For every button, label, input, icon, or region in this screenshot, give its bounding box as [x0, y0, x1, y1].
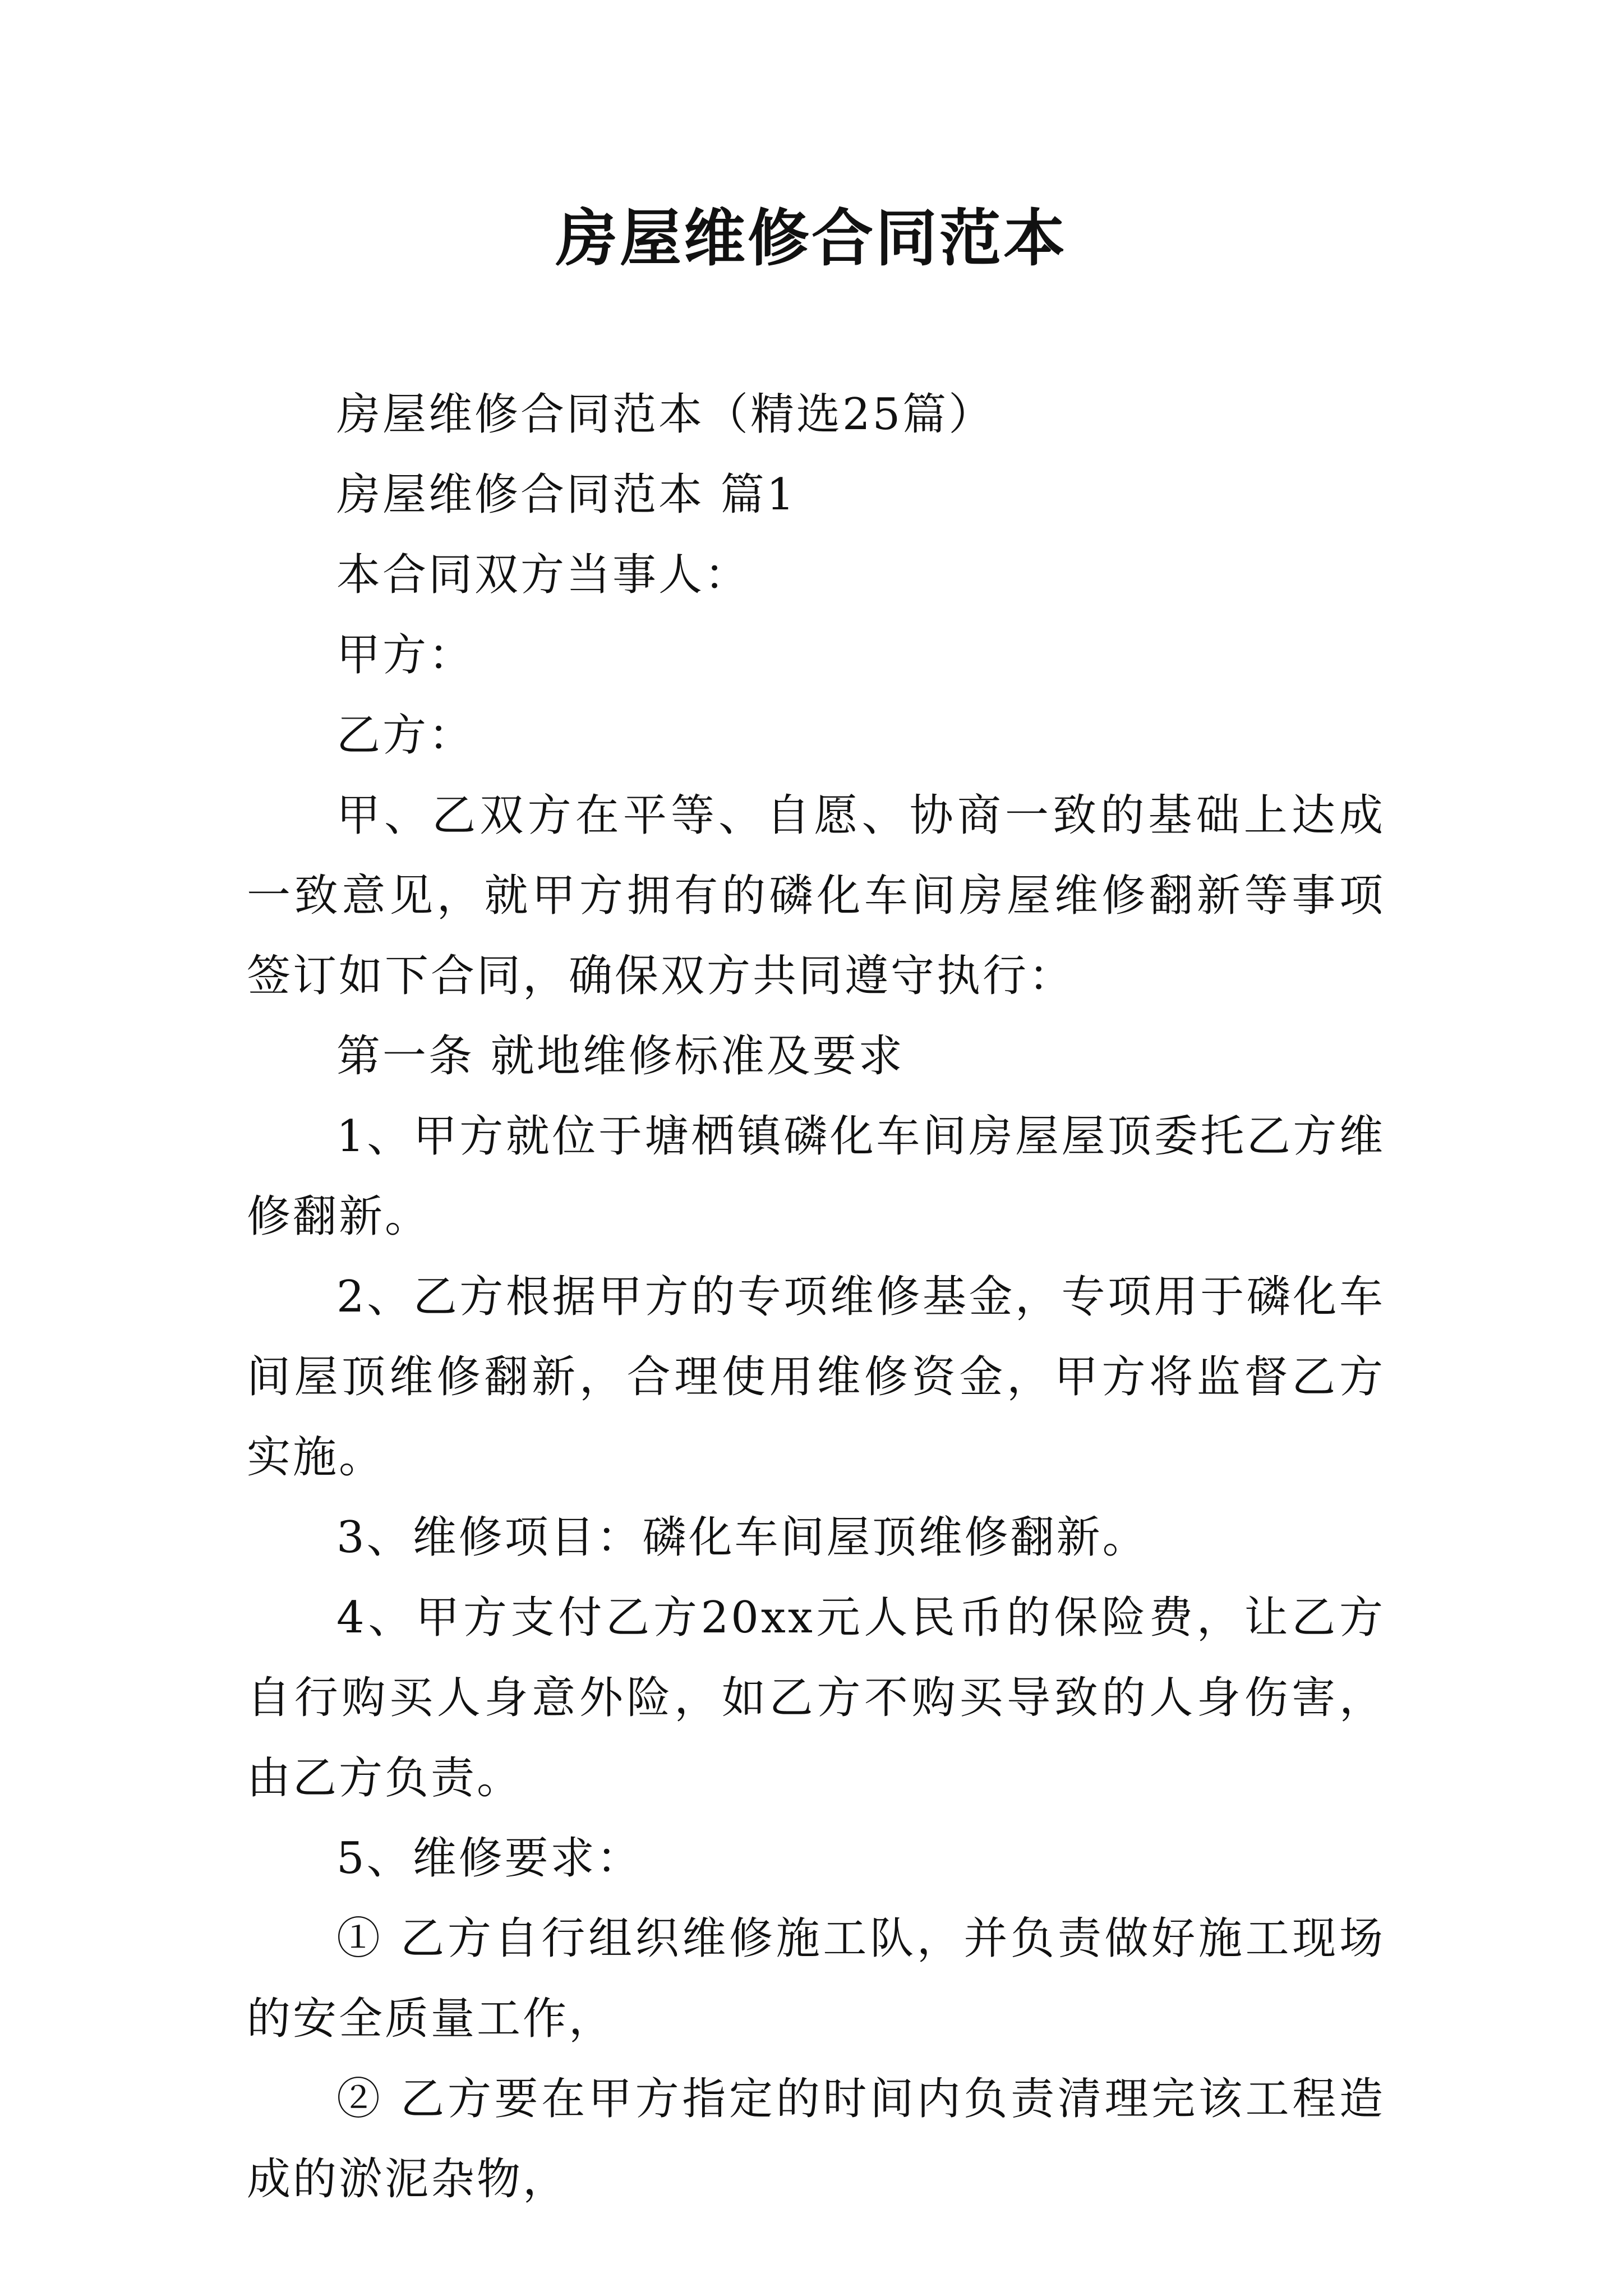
- paragraph: 第一条 就地维修标准及要求: [336, 1031, 905, 1082]
- paragraph: 2、乙方根据甲方的专项维修基金，专项用于磷化车间屋顶维修翻新，合理使用维修资金，甲方将监督乙方实施。: [247, 1272, 1385, 1483]
- paragraph: ② 乙方要在甲方指定的时间内负责清理完该工程造成的淤泥杂物，: [247, 2074, 1385, 2205]
- paragraph: 3、维修项目：磷化车间屋顶维修翻新。: [336, 1512, 1149, 1563]
- paragraph: 甲方：: [336, 630, 475, 680]
- document-title: 房屋维修合同范本: [556, 202, 1067, 274]
- paragraph: 甲、乙双方在平等、自愿、协商一致的基础上达成一致意见，就甲方拥有的磷化车间房屋维修翻新等事项签订如下合同，确保双方共同遵守执行：: [247, 790, 1385, 1001]
- paragraph: 本合同双方当事人：: [336, 550, 751, 600]
- paragraph: 房屋维修合同范本 篇1: [336, 470, 797, 520]
- paragraph: 房屋维修合同范本（精选25篇）: [336, 389, 995, 440]
- paragraph: 乙方：: [336, 710, 475, 761]
- document-body: [247, 375, 1385, 2220]
- paragraph: 5、维修要求：: [336, 1833, 643, 1884]
- paragraph: 4、甲方支付乙方20xx元人民币的保险费，让乙方自行购买人身意外险，如乙方不购买导致的人身伤害，由乙方负责。: [247, 1593, 1385, 1803]
- paragraph: 1、甲方就位于塘栖镇磷化车间房屋屋顶委托乙方维修翻新。: [247, 1111, 1385, 1242]
- paragraph: ① 乙方自行组织维修施工队，并负责做好施工现场的安全质量工作，: [247, 1913, 1385, 2044]
